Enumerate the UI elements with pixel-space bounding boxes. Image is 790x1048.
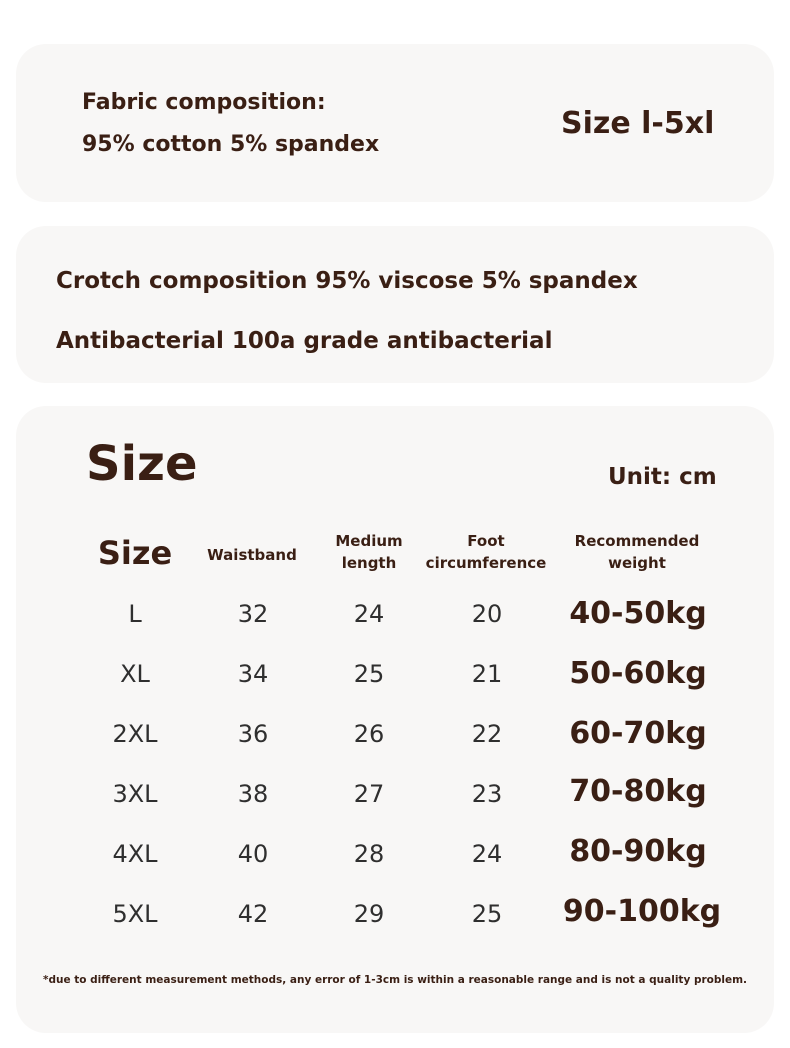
cell-medium-length: 28 <box>353 840 385 868</box>
column-header-medium-length: Medium length <box>335 532 403 572</box>
cell-medium-length: 26 <box>353 720 385 748</box>
cell-foot-circumference: 20 <box>471 600 503 628</box>
cell-waistband: 36 <box>237 720 269 748</box>
crotch-composition: Crotch composition 95% viscose 5% spandex <box>56 268 638 294</box>
cell-waistband: 34 <box>237 660 269 688</box>
cell-waistband: 38 <box>237 780 269 808</box>
cell-size: 2XL <box>112 720 158 748</box>
cell-size: 4XL <box>112 840 158 868</box>
column-header-waistband: Waistband <box>207 546 297 564</box>
cell-foot-circumference: 25 <box>471 900 503 928</box>
cell-medium-length: 25 <box>353 660 385 688</box>
cell-foot-circumference: 21 <box>471 660 503 688</box>
cell-medium-length: 24 <box>353 600 385 628</box>
cell-size: L <box>128 600 142 628</box>
unit-label: Unit: cm <box>608 464 717 490</box>
cell-foot-circumference: 22 <box>471 720 503 748</box>
cell-size: 5XL <box>112 900 158 928</box>
size-chart-card <box>16 406 774 1033</box>
cell-waistband: 32 <box>237 600 269 628</box>
cell-recommended-weight: 80-90kg <box>569 834 707 869</box>
cell-medium-length: 29 <box>353 900 385 928</box>
cell-foot-circumference: 23 <box>471 780 503 808</box>
cell-recommended-weight: 90-100kg <box>562 894 722 929</box>
column-header-size: Size <box>97 534 173 572</box>
cell-recommended-weight: 50-60kg <box>569 656 707 691</box>
cell-size: XL <box>120 660 150 688</box>
size-chart-heading: Size <box>86 436 198 492</box>
antibacterial-grade: Antibacterial 100a grade antibacterial <box>56 328 553 354</box>
column-header-recommended-weight: Recommended weight <box>574 532 700 572</box>
cell-size: 3XL <box>112 780 158 808</box>
fabric-composition-title: Fabric composition: <box>82 90 326 115</box>
cell-waistband: 42 <box>237 900 269 928</box>
fabric-card <box>16 44 774 202</box>
cell-recommended-weight: 40-50kg <box>569 596 707 631</box>
column-header-foot-circumference: Foot circumference <box>425 532 547 572</box>
cell-medium-length: 27 <box>353 780 385 808</box>
measurement-footnote: *due to different measurement methods, any error of 1-3cm is within a reasonable range and is not a quality problem. <box>42 974 748 986</box>
cell-foot-circumference: 24 <box>471 840 503 868</box>
crotch-card <box>16 226 774 383</box>
size-range-label: Size l-5xl <box>561 106 715 141</box>
cell-waistband: 40 <box>237 840 269 868</box>
fabric-composition-value: 95% cotton 5% spandex <box>82 132 380 157</box>
cell-recommended-weight: 70-80kg <box>569 774 707 809</box>
cell-recommended-weight: 60-70kg <box>569 716 707 751</box>
